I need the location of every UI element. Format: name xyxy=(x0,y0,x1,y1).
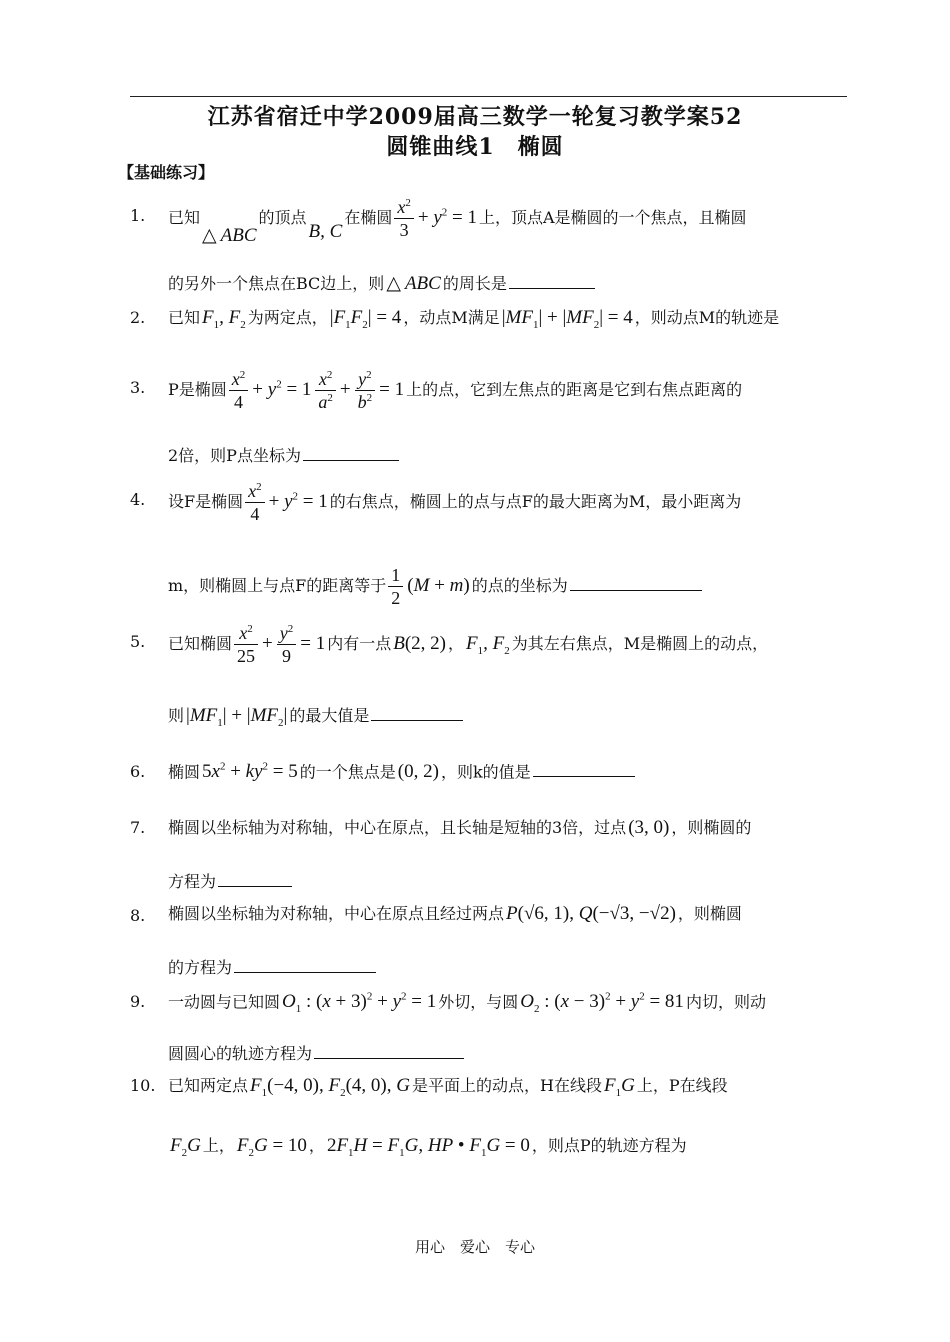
problem-1-line-1: 已知△ ABC的顶点B, C在椭圆 $\frac{x^2}{3}$ + $y^2 = 1$ 上，顶点A是椭圆的一个焦点，且椭圆 xyxy=(168,197,747,246)
problem-10-line-2: $F_2G$ 上， $F_2G = 10$ ， $2F_1H = F_1G$, HP • $F_1G = 0$ ，则点P的轨迹方程为 xyxy=(170,1135,687,1159)
problem-number: 1. xyxy=(130,206,146,225)
problem-6-line-1: 椭圆 $5x^2 + ky^2 = 5$ 的一个焦点是 (0, 2) ，则k的值是 xyxy=(168,762,635,781)
header-rule xyxy=(130,96,847,97)
problem-number: 3. xyxy=(130,378,146,397)
section-heading: 【基础练习】 xyxy=(118,163,215,182)
document-subtitle: 圆锥曲线1 椭圆 xyxy=(386,134,564,160)
problem-number: 8. xyxy=(130,906,146,925)
problem-1-line-2: 的另外一个焦点在BC边上，则 △ ABC 的周长是 xyxy=(168,274,595,293)
problem-4-line-2: m，则椭圆上与点F的距离等于 $\frac{1}{2}$ (M + m) 的点的坐标为 xyxy=(168,566,702,607)
answer-blank xyxy=(570,576,702,591)
problem-3-line-2: 2倍，则P点坐标为 xyxy=(168,446,399,464)
problem-8-line-2: 的方程为 xyxy=(168,958,376,976)
problem-number: 7. xyxy=(130,818,146,837)
problem-5-line-1: 已知椭圆 $\frac{x^2}{25}$ + $\frac{y^2}{9}$ = 1 内有一点 B(2, 2) ， $F_1$, $F_2$ 为其左右焦点，M是椭圆上的动点， xyxy=(168,623,769,666)
problem-number: 5. xyxy=(130,632,146,651)
answer-blank xyxy=(314,1044,464,1059)
answer-blank xyxy=(303,446,399,461)
problem-3-line-1: P是椭圆 $\frac{x^2}{4}$ + $y^2 = 1$ $\frac{x^2}{a^2}$ + $\frac{y^2}{b^2}$ = 1 上的点，它到左焦点的距离是它到右焦点距离的 xyxy=(168,369,743,412)
page-footer: 用心 爱心 专心 xyxy=(414,1238,535,1256)
problem-10-line-1: 已知两定点 $F_1(-4$, 0), $F_2(4$, 0), G 是平面上的动点，H在线段 $F_1G$ 上，P在线段 xyxy=(168,1075,728,1099)
problem-4-line-1: 设F是椭圆 $\frac{x^2}{4}$ + $y^2 = 1$ 的右焦点，椭圆上的点与点F的最大距离为M，最小距离为 xyxy=(168,481,742,524)
problem-number: 10. xyxy=(130,1076,156,1095)
problem-7-line-2: 方程为 xyxy=(168,872,292,890)
document-title: 江苏省宿迁中学2009届高三数学一轮复习教学案52 xyxy=(207,104,743,130)
problem-9-line-2: 圆圆心的轨迹方程为 xyxy=(168,1044,464,1062)
problem-number: 4. xyxy=(130,490,146,509)
problem-number: 6. xyxy=(130,762,146,781)
answer-blank xyxy=(218,872,292,887)
answer-blank xyxy=(533,762,635,777)
answer-blank xyxy=(234,958,376,973)
problem-9-line-1: 一动圆与已知圆 $O_1$ : $(x + 3)^2 + y^2 = 1$ 外切，与圆 $O_2$ : $(x - 3)^2 + y^2 = 81$ 内切，则动 xyxy=(168,991,766,1016)
answer-blank xyxy=(371,706,463,721)
problem-8-line-1: 椭圆以坐标轴为对称轴，中心在原点且经过两点 P(√6, 1), Q(−√3, −√2) ，则椭圆 xyxy=(168,903,742,924)
problem-2-line-1: 已知 $F_1$, $F_2$ 为两定点， $|F_1F_2| = 4$ ，动点M满足 $|MF_1| + |MF_2| = 4$ ，则动点M的轨迹是 xyxy=(168,307,780,331)
answer-blank xyxy=(509,274,595,289)
problem-number: 9. xyxy=(130,992,146,1011)
problem-5-line-2: 则 $|MF_1| + |MF_2|$ 的最大值是 xyxy=(168,706,463,729)
problem-7-line-1: 椭圆以坐标轴为对称轴，中心在原点，且长轴是短轴的3倍，过点 (3, 0) ，则椭圆的 xyxy=(168,817,752,838)
problem-number: 2. xyxy=(130,308,146,327)
